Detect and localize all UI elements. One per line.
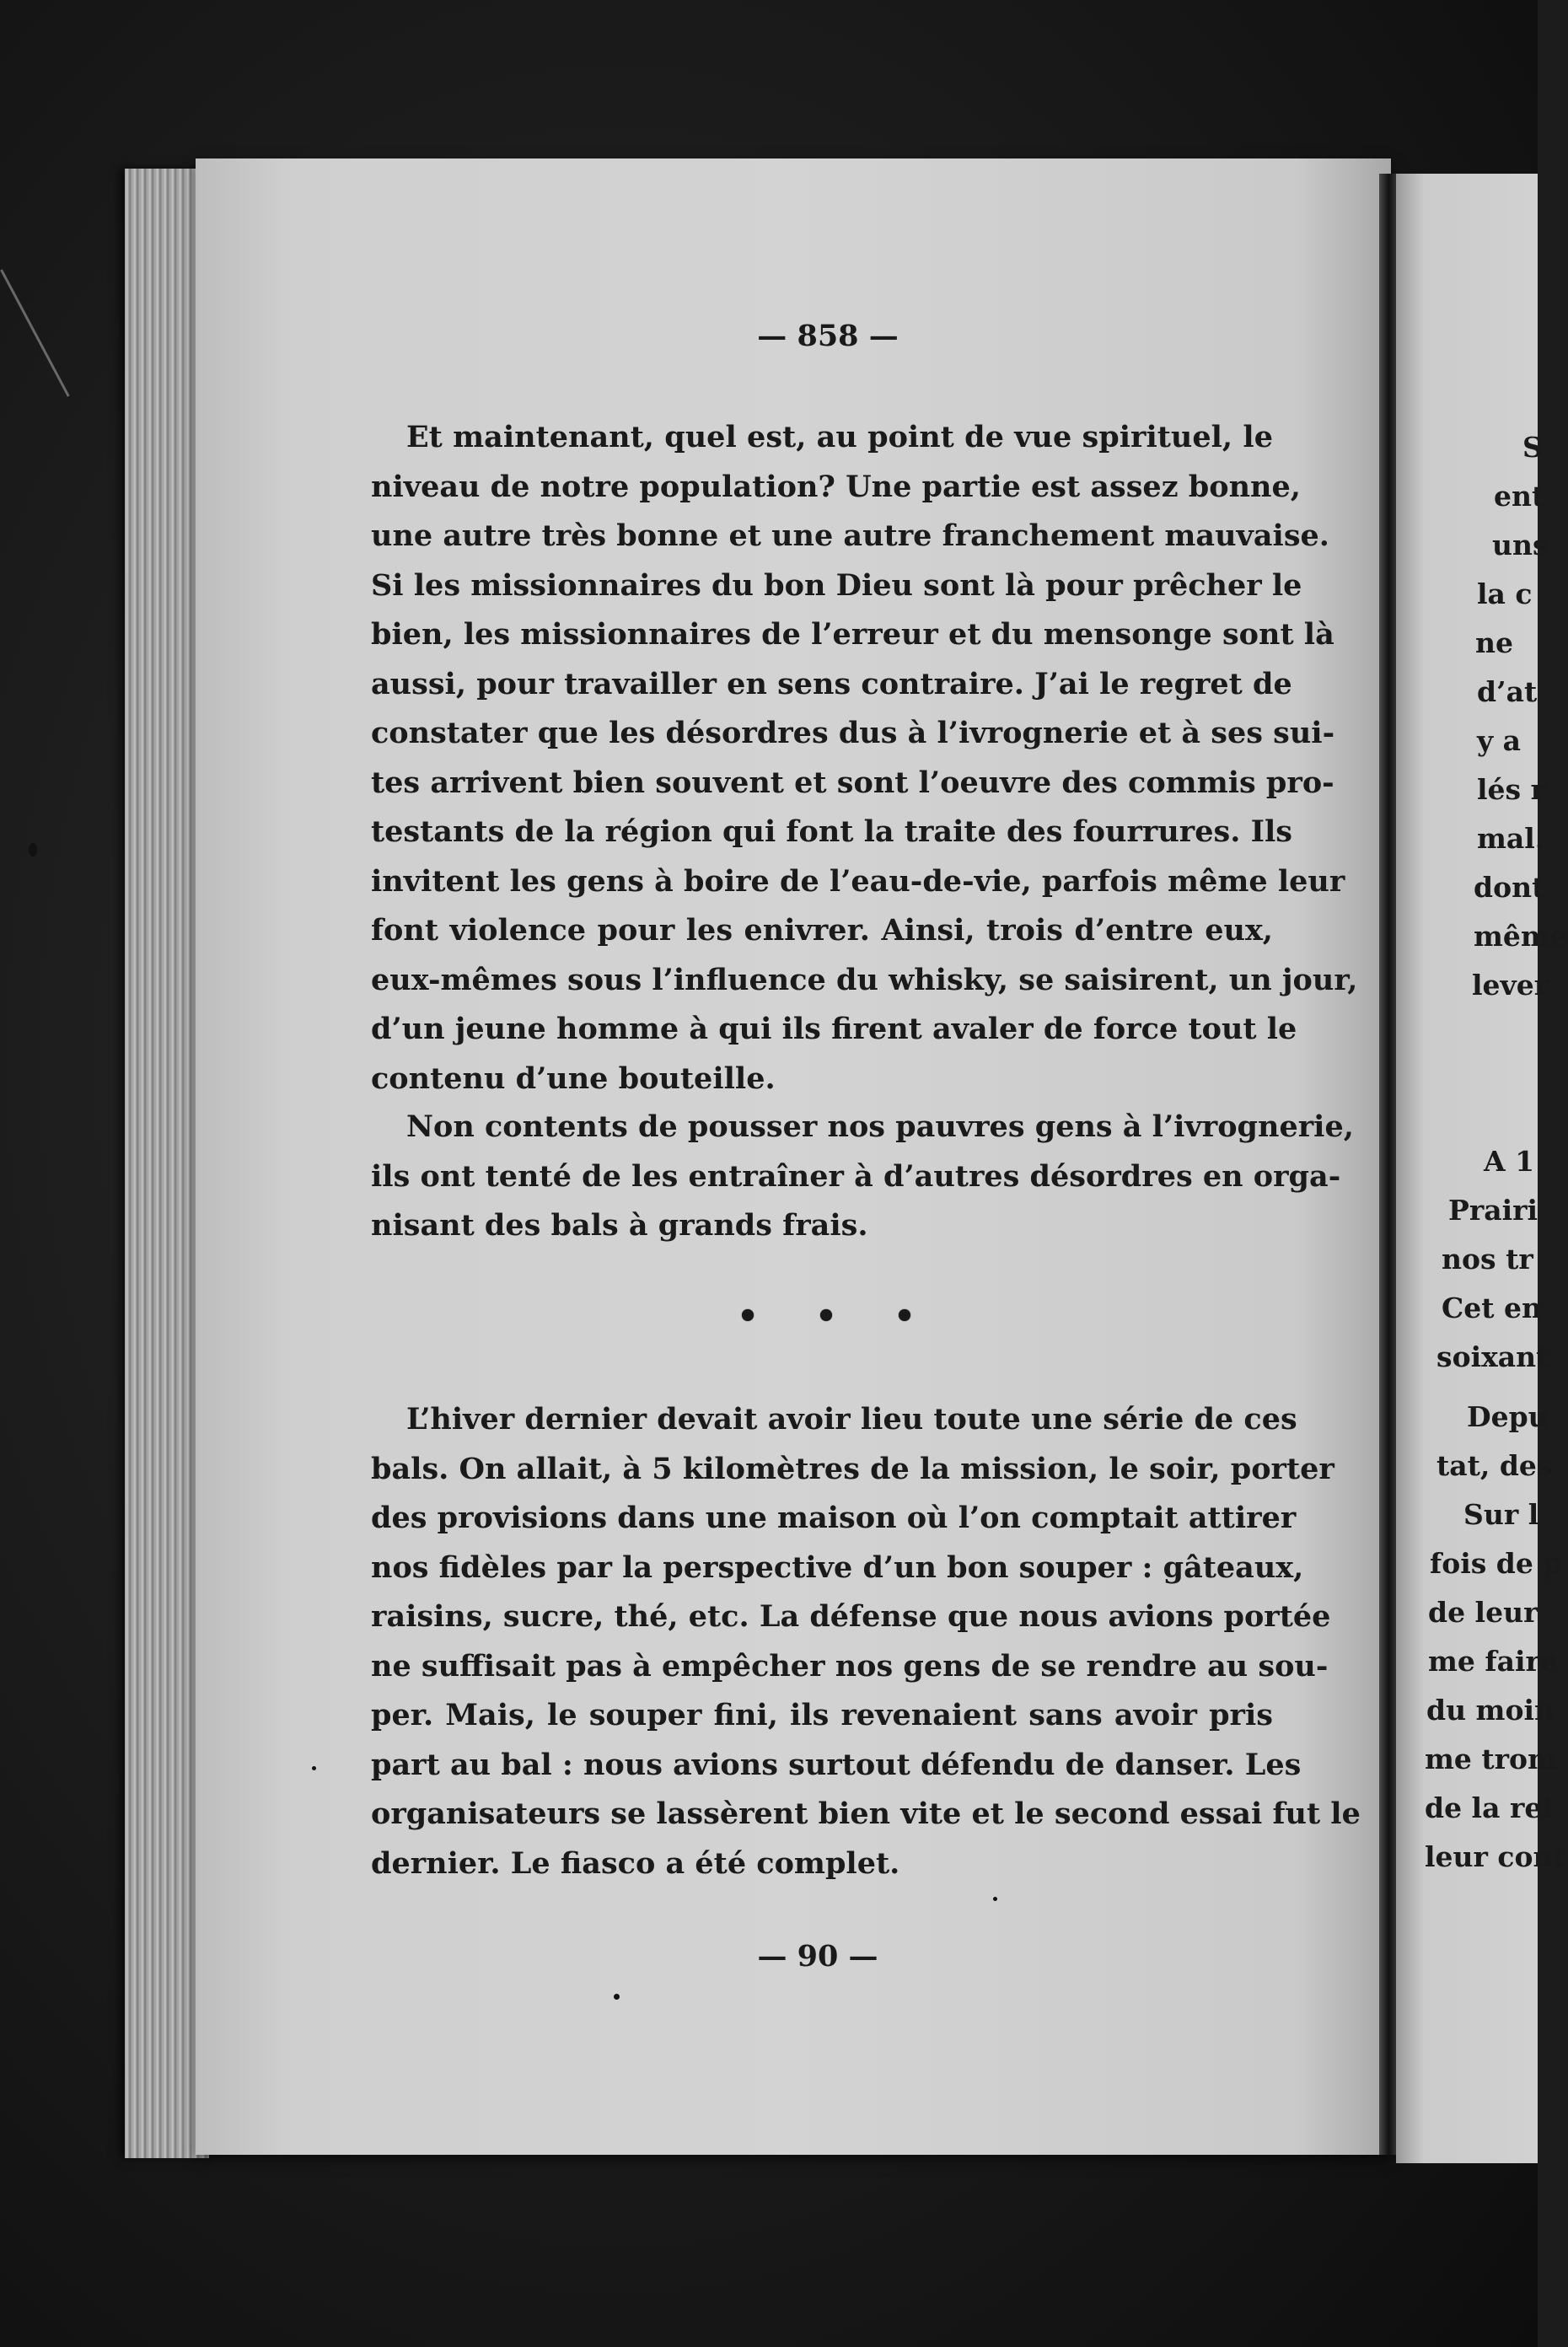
text-line: organisateurs se lassèrent bien vite et le second essai fut le xyxy=(371,1797,1361,1831)
text-fragment: A 1 xyxy=(1484,1145,1535,1178)
text-line: L’hiver dernier devait avoir lieu toute une série de ces xyxy=(406,1402,1297,1437)
text-fragment: y a xyxy=(1477,724,1522,757)
text-fragment: ent xyxy=(1494,480,1545,513)
text-fragment: du moin xyxy=(1426,1694,1555,1727)
separator-dot xyxy=(742,1309,754,1321)
paragraph-1 xyxy=(371,413,1358,1104)
text-fragment: lés r xyxy=(1477,773,1545,806)
text-line: nos fidèles par la perspective d’un bon souper : gâteaux, xyxy=(371,1549,1304,1585)
film-speck xyxy=(993,1897,997,1901)
text-line: per. Mais, le souper fini, ils revenaient sans avoir pris xyxy=(371,1698,1273,1732)
separator-dot xyxy=(820,1309,832,1321)
paragraph-3 xyxy=(371,1395,1361,1888)
right-page-fragment xyxy=(1396,174,1568,2163)
film-speck xyxy=(614,1994,620,2000)
text-fragment: me trom xyxy=(1425,1743,1557,1775)
text-fragment: nos tr xyxy=(1442,1243,1533,1276)
right-page-text xyxy=(1396,174,1568,2163)
text-fragment: tat, des xyxy=(1436,1449,1553,1482)
text-fragment: leur cont xyxy=(1425,1840,1566,1873)
text-line: constater que les désordres dus à l’ivrognerie et à ses sui- xyxy=(371,716,1335,750)
text-line: Non contents de pousser nos pauvres gens à l’ivrognerie, xyxy=(406,1109,1354,1144)
text-fragment: mal. xyxy=(1477,822,1545,855)
text-fragment: soixant xyxy=(1436,1340,1549,1373)
text-fragment: lever xyxy=(1472,969,1549,1002)
text-line: bien, les missionnaires de l’erreur et du mensonge sont là xyxy=(371,617,1334,652)
page-number-bottom: — 90 — xyxy=(757,1939,878,1974)
text-line: bals. On allait, à 5 kilomètres de la mission, le soir, porter xyxy=(371,1451,1334,1486)
text-line: ils ont tenté de les entraîner à d’autres désordres en orga- xyxy=(371,1158,1341,1194)
text-line: dernier. Le fiasco a été complet. xyxy=(371,1845,900,1881)
text-line: raisins, sucre, thé, etc. La défense que nous avions portée xyxy=(371,1599,1331,1634)
text-fragment: ne xyxy=(1475,626,1513,659)
text-line: eux-mêmes sous l’influence du whisky, se saisirent, un jour, xyxy=(371,962,1358,997)
separator-dot xyxy=(899,1309,910,1321)
section-separator xyxy=(742,1290,910,1340)
text-line: font violence pour les enivrer. Ainsi, trois d’entre eux, xyxy=(371,913,1273,948)
text-line: contenu d’une bouteille. xyxy=(371,1061,776,1096)
text-line: testants de la région qui font la traite des fourrures. Ils xyxy=(371,814,1292,849)
text-fragment: Sur l xyxy=(1463,1498,1539,1531)
text-line: part au bal : nous avions surtout défendu de danser. Les xyxy=(371,1747,1302,1782)
text-line: des provisions dans une maison où l’on comptait attirer xyxy=(371,1501,1297,1535)
text-fragment: Cet en xyxy=(1442,1292,1542,1324)
text-fragment: même xyxy=(1474,920,1568,953)
text-fragment: de leur xyxy=(1428,1596,1538,1629)
paragraph-2 xyxy=(371,1103,1354,1251)
text-line: d’un jeune homme à qui ils firent avaler de force tout le xyxy=(371,1012,1297,1046)
text-line: niveau de notre population? Une partie est assez bonne, xyxy=(371,469,1301,504)
text-line: nisant des bals à grands frais. xyxy=(371,1208,868,1243)
film-speck xyxy=(29,843,37,857)
text-fragment: de la rel xyxy=(1425,1791,1553,1824)
text-fragment: me faire xyxy=(1428,1645,1558,1678)
text-fragment: la c xyxy=(1477,577,1533,610)
film-speck xyxy=(312,1766,316,1770)
text-fragment: uns xyxy=(1492,529,1549,561)
text-fragment: Prairi xyxy=(1448,1194,1538,1227)
text-line: aussi, pour travailler en sens contraire. J’ai le regret de xyxy=(371,666,1292,701)
text-fragment: S xyxy=(1522,431,1543,464)
text-line: invitent les gens à boire de l’eau-de-vie, parfois même leur xyxy=(371,863,1345,899)
text-line: ne suffisait pas à empêcher nos gens de se rendre au sou- xyxy=(371,1648,1329,1684)
page-number-top: — 858 — xyxy=(757,319,899,353)
text-fragment: d’at xyxy=(1477,675,1538,708)
text-line: tes arrivent bien souvent et sont l’oeuvre des commis pro- xyxy=(371,765,1334,800)
text-line: Si les missionnaires du bon Dieu sont là pour prêcher le xyxy=(371,567,1302,603)
book-gutter xyxy=(1379,174,1398,2155)
text-line: Et maintenant, quel est, au point de vue spirituel, le xyxy=(406,420,1273,454)
text-line: une autre très bonne et une autre franchement mauvaise. xyxy=(371,518,1329,553)
text-fragment: dont xyxy=(1474,871,1545,904)
text-fragment: Depu xyxy=(1467,1400,1549,1433)
text-fragment: fois de p xyxy=(1430,1547,1563,1580)
